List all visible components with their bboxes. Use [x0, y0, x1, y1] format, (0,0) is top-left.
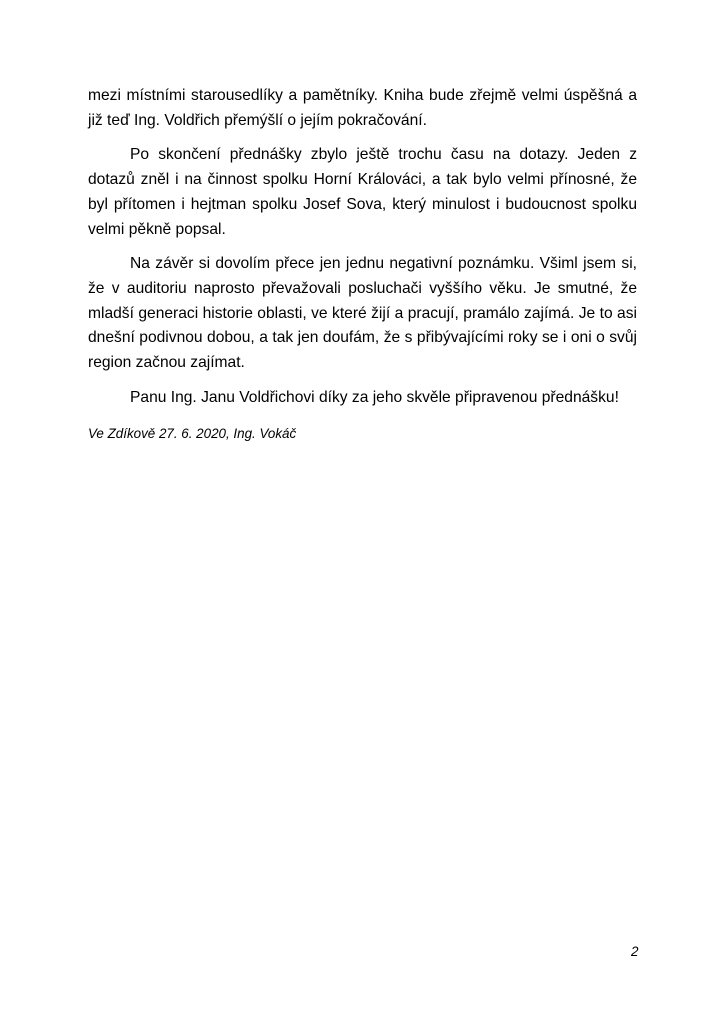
paragraph-continuation: mezi místními starousedlíky a pamětníky. Kniha bude zřejmě velmi úspěšná a již teď Ing. Voldřich přemýšlí o jejím pokračování.: [88, 87, 637, 129]
paragraph-negative-note: Na závěr si dovolím přece jen jednu negativní poznámku. Všiml jsem si, že v auditoriu naprosto převažovali posluchači vyššího věku. Je smutné, že mladší generaci historie oblasti, ve které žijí a pracují, pramálo zajímá. Je to asi dnešní podivnou dobou, a tak jen doufám, že s přibývajícími roky se i oni o svůj region začnou zajímat.: [88, 255, 637, 372]
signature-line: Ve Zdíkově 27. 6. 2020, Ing. Vokáč: [88, 426, 297, 441]
page-number: 2: [631, 944, 639, 959]
paragraph-questions: Po skončení přednášky zbylo ještě trochu času na dotazy. Jeden z dotazů zněl i na činnost spolku Horní Králováci, a tak bylo velmi přínosné, že byl přítomen i hejtman spolku Josef Sova, který minulost i budoucnost spolku velmi pěkně popsal.: [88, 146, 637, 238]
document-body: [88, 84, 637, 420]
paragraph-thanks: Panu Ing. Janu Voldřichovi díky za jeho skvěle připravenou přednášku!: [130, 388, 619, 406]
